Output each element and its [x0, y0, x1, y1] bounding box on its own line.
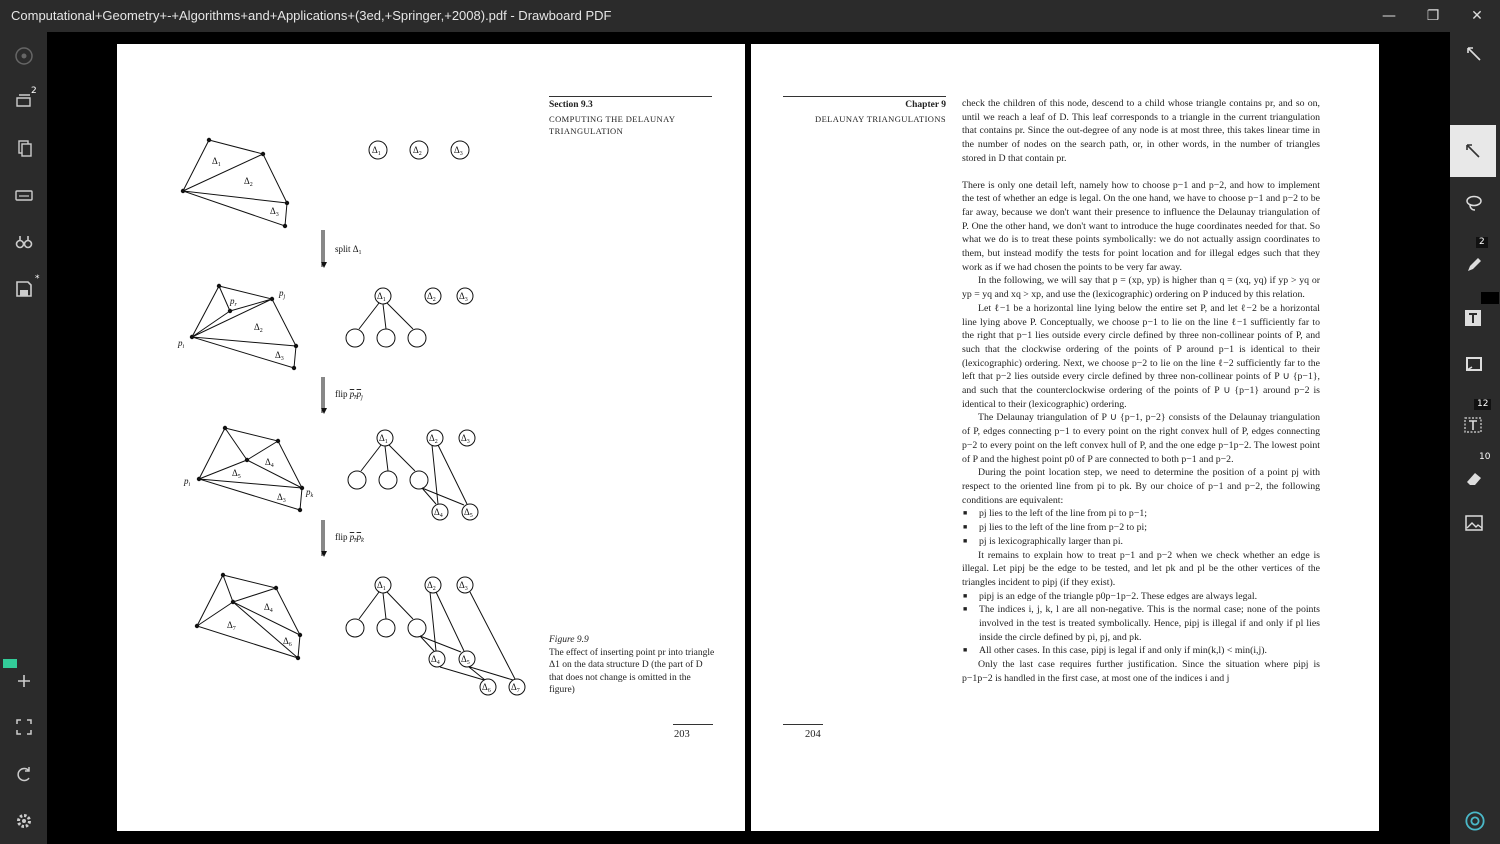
- svg-text:pk: $p_k$: [306, 487, 314, 499]
- svg-text:Δ3: $\Delta_3$: [454, 145, 463, 157]
- svg-text:Δ4: $\Delta_4$: [434, 507, 443, 519]
- close-button[interactable]: ✕: [1471, 8, 1483, 24]
- paragraph: The Delaunay triangulation of P ∪ {p−1, p−2} consists of the Delaunay triangulation of P, edges connecting p−1 to every point on the right convex hull of P, edges connecting p−2 to every point on the left convex hull of P, and the one edge p−1p−2. The lowest point of P and the highest point p0 of P are connected to both p−1 and p−2.: [962, 412, 1320, 465]
- svg-text:Δ4: $\Delta_4$: [265, 457, 274, 469]
- header-rule: [549, 96, 712, 97]
- svg-text:Δ6: $\Delta_6$: [482, 682, 491, 694]
- pages-icon[interactable]: [8, 132, 40, 164]
- svg-text:Δ3: $\Delta_3$: [461, 433, 470, 445]
- case-list: [962, 590, 1320, 659]
- window-title: Computational+Geometry+-+Algorithms+and+Applications+(3ed,+Springer,+2008).pdf - Drawboard PDF: [11, 8, 612, 23]
- svg-text:pi: $p_i$: [184, 476, 191, 488]
- select-icon[interactable]: [1458, 38, 1490, 70]
- svg-text:Δ1: $\Delta_1$: [377, 580, 386, 592]
- list-item: ■ All other cases. In this case, pipj is legal if and only if min(k,l) < min(i,j).: [962, 644, 1320, 658]
- svg-text:Δ5: $\Delta_5$: [461, 654, 470, 666]
- paragraph: It remains to explain how to treat p−1 and p−2 when we check whether an edge is illegal. Let pipj be the edge to be tested, and let pk and pl be the other vertices of the triangles incident to pipj (if they exist).: [962, 549, 1320, 588]
- pdf-page-203[interactable]: [117, 44, 745, 831]
- svg-text:Δ5: $\Delta_5$: [232, 468, 241, 480]
- left-sidebar: [0, 32, 47, 844]
- list-item: ■ pj is lexicographically larger than pi.: [962, 535, 1320, 549]
- svg-text:Δ1: $\Delta_1$: [212, 156, 221, 168]
- svg-text:Δ3: $\Delta_3$: [459, 580, 468, 592]
- shape-icon[interactable]: [1458, 348, 1490, 380]
- svg-text:Δ3: $\Delta_3$: [275, 350, 284, 362]
- paragraph: During the point location step, we need to determine the position of a point pj with respect to the oriented line from pi to pk. By our choice of p−1 and p−2, the following conditions are equivalent:: [962, 467, 1320, 506]
- image-icon[interactable]: [1458, 507, 1490, 539]
- list-item: ■ pj lies to the left of the line from pi to p−1;: [962, 507, 1320, 521]
- pdf-page-204[interactable]: [751, 44, 1379, 831]
- svg-text:Δ2: $\Delta_2$: [427, 580, 436, 592]
- header-rule: [783, 96, 946, 97]
- paragraph: In the following, we will say that p = (xp, yp) is higher than q = (xq, yq) if yp > yq or yp = yq and xq > xp, and use the (lexicographic) ordering on P induced by this relation.: [962, 275, 1320, 301]
- figure-caption: [549, 634, 717, 697]
- pen-icon[interactable]: [1458, 249, 1490, 281]
- undo-icon[interactable]: [8, 758, 40, 790]
- svg-text:Δ1: $\Delta_1$: [377, 291, 386, 303]
- section-subtitle-2: TRIANGULATION: [549, 126, 624, 136]
- chapter-heading: Chapter 9: [905, 100, 946, 110]
- svg-text:Δ2: $\Delta_2$: [427, 291, 436, 303]
- svg-text:Δ4: $\Delta_4$: [431, 654, 440, 666]
- list-item: ■ pipj is an edge of the triangle p0p−1p−2. These edges are always legal.: [962, 590, 1320, 604]
- settings-icon[interactable]: [8, 805, 40, 837]
- eraser-badge: 10: [1479, 452, 1491, 462]
- add-page-tag-icon: [3, 659, 17, 668]
- svg-text:Δ1: $\Delta_1$: [379, 433, 388, 445]
- svg-text:Δ7: $\Delta_7$: [511, 682, 520, 694]
- svg-text:Δ1: $\Delta_1$: [372, 145, 381, 157]
- svg-text:pj: $p_j$: [279, 288, 286, 300]
- paragraph: check the children of this node, descend to a child whose triangle contains pr, and so on, until we reach a leaf of D. This leaf corresponds to a triangle in the current triangulation that contains pr. Since the out-degree of any node is at most three, this takes linear time in the number of nodes on the search path, or, in other words, in the number of triangles stored in D that contain pr.: [962, 98, 1320, 164]
- svg-text:Δ2: $\Delta_2$: [254, 322, 263, 334]
- pen-badge: 2: [1476, 237, 1488, 248]
- layout-badge: 2: [31, 86, 37, 96]
- paragraph: Let ℓ−1 be a horizontal line lying below the entire set P, and let ℓ−2 be a horizontal line lying above P. Conceptually, we choose p−1 to lie on the line ℓ−1 sufficiently far to the right that p−1 lies outside every circle defined by three non-collinear points of P, and such that the clockwise ordering of the points of P around p−1 is identical to their (lexicographic) ordering. Next, we choose p−2 to lie on the line ℓ−2 sufficiently far to the left that p−2 lies outside every circle defined by three non-collinear points of P ∪ {p−1}, and such that the counterclockwise ordering of the points of P ∪ {p−1} around p−2 is identical to their (lexicographic) ordering.: [962, 302, 1320, 410]
- figure-caption-text: The effect of inserting point pr into triangle Δ1 on the data structure D (the part of D that does not change is omitted in the figure): [549, 647, 715, 696]
- eraser-icon[interactable]: [1458, 462, 1490, 494]
- text-box-badge: 12: [1474, 399, 1491, 410]
- keyboard-icon[interactable]: [8, 179, 40, 211]
- svg-text:Δ2: $\Delta_2$: [413, 145, 422, 157]
- footer-rule: [673, 724, 713, 725]
- svg-text:Δ3: $\Delta_3$: [277, 492, 286, 504]
- select-tool-active-icon[interactable]: [1457, 135, 1489, 167]
- svg-text:pr: $p_r$: [230, 296, 237, 308]
- title-bar: [0, 0, 1500, 32]
- svg-text:pi: $p_i$: [178, 338, 185, 350]
- body-text: [962, 97, 1320, 686]
- svg-text:Δ2: $\Delta_2$: [244, 176, 253, 188]
- right-sidebar: [1450, 32, 1500, 844]
- svg-text:Δ4: $\Delta_4$: [264, 602, 273, 614]
- page-number: 203: [674, 729, 690, 740]
- binoculars-icon[interactable]: [8, 226, 40, 258]
- restore-button[interactable]: ❐: [1426, 8, 1440, 24]
- svg-text:Δ5: $\Delta_5$: [464, 507, 473, 519]
- add-page-icon[interactable]: [8, 665, 40, 697]
- fullscreen-icon[interactable]: [8, 711, 40, 743]
- condition-list: [962, 507, 1320, 548]
- section-subtitle-1: COMPUTING THE DELAUNAY: [549, 114, 676, 124]
- page-number: 204: [805, 729, 821, 740]
- paragraph: Only the last case requires further justification. Since the situation where pipj is p−1p−2 is handled in the first case, at most one of the indices i and j: [962, 659, 1320, 684]
- svg-text:Δ6: $\Delta_6$: [283, 636, 292, 648]
- list-item: ■ pj lies to the left of the line from p−2 to pi;: [962, 521, 1320, 535]
- svg-text:Δ3: $\Delta_3$: [459, 291, 468, 303]
- save-badge: *: [35, 274, 40, 284]
- svg-text:flip prpk: flip $p_rp_k$: [335, 532, 364, 544]
- section-heading: Section 9.3: [549, 100, 593, 110]
- paragraph: There is only one detail left, namely how to choose p−1 and p−2, and how to implement the test of whether an edge is legal. On the one hand, we have to choose p−1 and p−2 to be far away, because we don't want their presence to influence the Delaunay triangulation of P. One the other hand, we don't want to introduce the huge coordinates needed for that. So what we do is to treat these points symbolically: we do not actually assign coordinates to them, but instead modify the tests for point location and for illegal edges such that they work as if we had chosen the points to be very far away.: [962, 179, 1320, 273]
- footer-rule: [783, 724, 823, 725]
- svg-text:Δ2: $\Delta_2$: [429, 433, 438, 445]
- split-label: split $\Delta_1$: [335, 244, 362, 256]
- minimize-button[interactable]: —: [1382, 8, 1396, 24]
- chapter-title: DELAUNAY TRIANGULATIONS: [815, 114, 946, 124]
- figure-label: Figure 9.9: [549, 635, 589, 645]
- drawboard-logo-icon[interactable]: [1459, 805, 1491, 837]
- figure-9-9: [172, 124, 532, 704]
- text-icon[interactable]: [1457, 302, 1489, 334]
- svg-text:Δ3: $\Delta_3$: [270, 206, 279, 218]
- list-item: ■ The indices i, j, k, l are all non-negative. This is the normal case; none of the points involved in the test is treated symbolically. Hence, pipj is illegal if and only if pl lies inside the circle defined by pi, pj, and pk.: [962, 603, 1320, 644]
- svg-text:Δ7: $\Delta_7$: [227, 620, 236, 632]
- compass-icon[interactable]: [8, 40, 40, 72]
- text-box-icon[interactable]: [1457, 409, 1489, 441]
- svg-text:flip prpj: flip $p_rp_j$: [335, 389, 363, 401]
- lasso-icon[interactable]: [1458, 187, 1490, 219]
